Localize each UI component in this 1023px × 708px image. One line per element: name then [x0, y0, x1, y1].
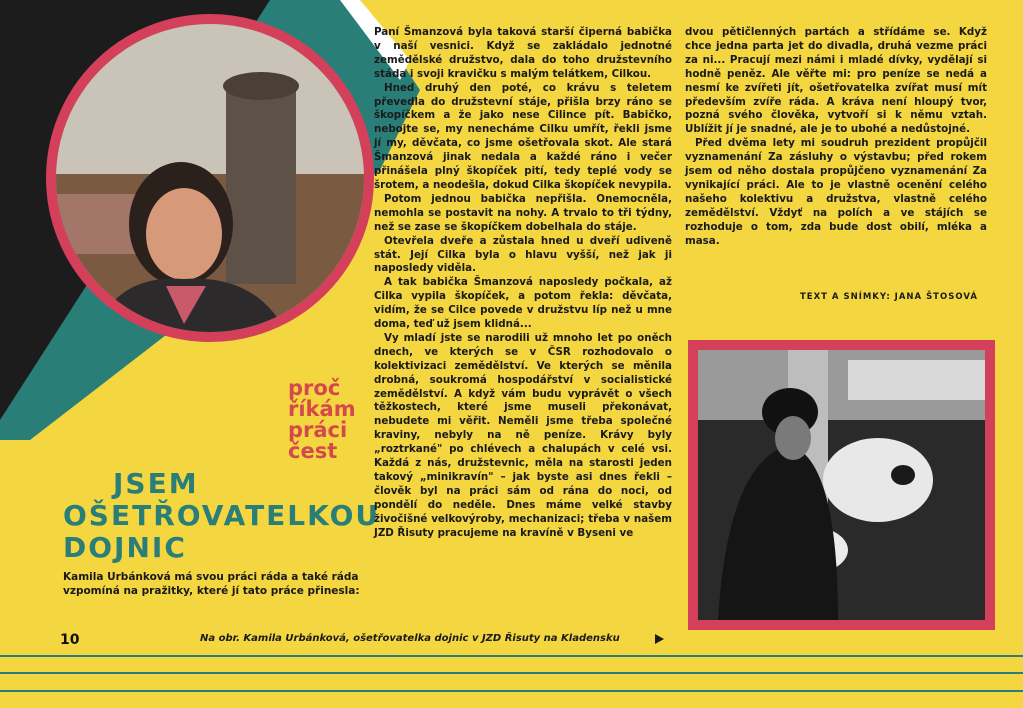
photo-caption: Na obr. Kamila Urbánková, ošetřovatelka dojnic v JZD Řisuty na Kladensku — [200, 633, 620, 644]
paragraph: Otevřela dveře a zůstala hned u dveří udiveně stát. Její Cilka byla o hlavu vyšší, než jak ji naposledy viděla. — [374, 234, 672, 275]
headline-line-1: JSEM — [113, 467, 199, 500]
paragraph: Vy mladí jste se narodili už mnoho let po oněch dnech, ve kterých se v ČSR rozhodovalo o kolektivizaci zemědělství. Ve kterých se měnila drobná, soukromá hospodářství v socialistické zemědělství. A když vám budu vyprávět o všech těžkostech, které jsme museli překonávat, nebudete mi věřit. Neměli jsme třeba společné kraviny, nebyly na ně peníze. Krávy byly „roztrkané" po chlévech a chalupách v celé vsi. Každá z nás, družstevnic, měla na starosti jeden takový „minikravín" – jak byste asi dnes řekli – člověk byl na práci sám od rána do noci, od pondělí do neděle. Dnes máme velké stavby živočišné velkovýroby, mechanizaci; třeba v našem JZD Řisuty pracujeme na kravíně v Byseni ve — [374, 331, 672, 539]
paragraph: Potom jednou babička nepřišla. Onemocněla, nemohla se postavit na nohy. A trvalo to tři týdny, než se zase se škopíčkem dobelhala do stáje. — [374, 192, 672, 233]
kicker — [288, 378, 378, 462]
page-number: 10 — [60, 632, 80, 648]
paragraph: Paní Šmanzová byla taková starší čiperná babička v naší vesnici. Když se zakládalo jednotné zemědělské družstvo, dala do toho družstevního stáda i svoji kravičku s malým telátkem, Cilkou. — [374, 26, 672, 80]
kicker-line-4: čest — [288, 439, 338, 463]
portrait-photo — [46, 14, 374, 342]
intro-text: Kamila Urbánková má svou práci ráda a také ráda vzpomíná na pražitky, které jí tato práce přinesla: — [63, 571, 360, 597]
barn-photo — [688, 340, 995, 630]
headline-line-2: OŠETŘOVATELKOU — [63, 499, 381, 532]
paragraph: dvou pětičlenných partách a střídáme se. Když chce jedna parta jet do divadla, druhá vezme práci za ni... Pracují mezi námi i mladé dívky, vydělají si hodně peněz. Ale věřte mi: pro peníze se nedá a nesmí ke zvířeti jít, ošetřovatelka zvířat musí mít především zvíře ráda. A kráva není hloupý tvor, pozná svého člověka, vytvoří si k němu vztah. Ublížit jí je snadné, ale je to ubohé a nedůstojné. — [685, 26, 987, 136]
caption-arrow-icon — [655, 634, 664, 644]
article-headline — [63, 467, 381, 564]
footer-rule — [0, 655, 1023, 657]
kicker-line-1: proč — [288, 376, 341, 400]
headline-line-3: DOJNIC — [63, 531, 187, 564]
paragraph: Hned druhý den poté, co krávu s teletem převedla do družstevní stáje, přišla brzy ráno se škopíčkem a že jako nese Cilince pít. Babičko, nebojte se, my nenecháme Cilku umřít, řekli jsme jí my, děvčata, co jsme ošetřovala skot. Ale stará Šmanzová jinak nedala a každé ráno i večer přinášela plný škopíček pití, tedy teplé vody se šrotem, a neodešla, dokud Cilka škopíček nevypila. — [374, 81, 672, 191]
footer-rule — [0, 690, 1023, 692]
kicker-line-2: říkám — [288, 397, 356, 421]
paragraph: A tak babička Šmanzová naposledy počkala, až Cilka vypila škopíček, a potom řekla: děvčata, vidím, že se Cilce povede v družstvu líp než u mne doma, teď už jsem klidná... — [374, 276, 672, 331]
paragraph: Před dvěma lety mi soudruh prezident propůjčil vyznamenání Za zásluhy o výstavbu; před rokem jsem od něho dostala propůjčeno vyznamenání Za vynikající práci. Ale to je vlastně ocenění celého našeho kolektivu a družstva, vlastně celého zemědělství. Vždyť na polích a ve stájích se rozhoduje o tom, zda bude dost obilí, mléka a masa. — [685, 137, 987, 247]
right-column — [685, 26, 987, 249]
kicker-line-3: práci — [288, 418, 348, 442]
middle-column — [374, 26, 672, 541]
footer-rule — [0, 672, 1023, 674]
photo-credit: TEXT A SNÍMKY: JANA ŠTOSOVÁ — [800, 292, 978, 302]
